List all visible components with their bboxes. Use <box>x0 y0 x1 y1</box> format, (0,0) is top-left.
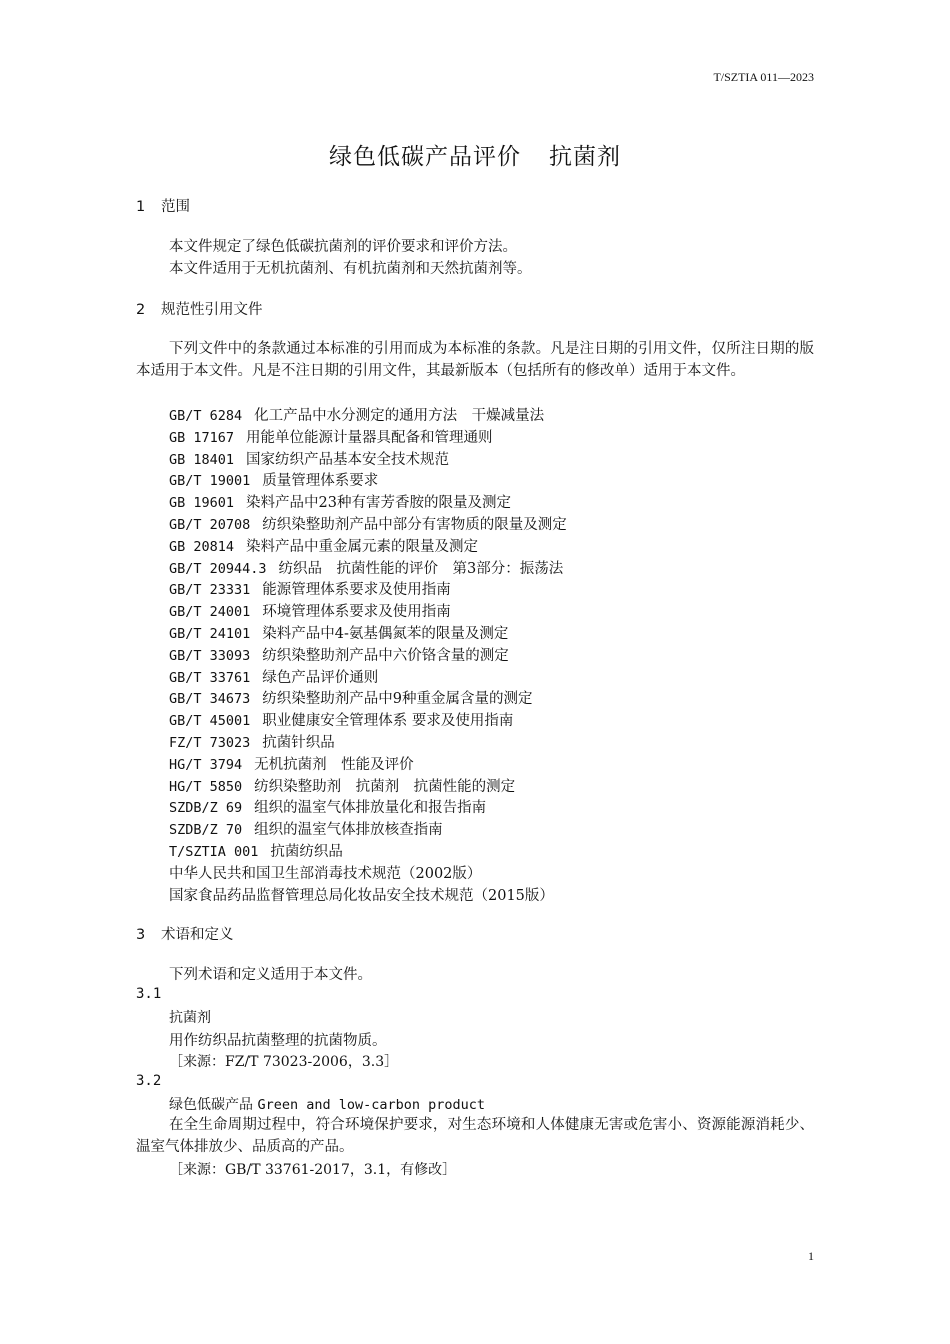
reference-code: GB 19601 <box>169 495 235 512</box>
reference-title: 抗菌纺织品 <box>270 844 343 860</box>
reference-code: GB/T 34673 <box>169 691 251 708</box>
reference-title: 染料产品中23种有害芳香胺的限量及测定 <box>246 495 511 512</box>
term-definition: 用作纺织品抗菌整理的抗菌物质。 <box>169 1033 387 1049</box>
term-name-en: Green and low-carbon product <box>257 1097 486 1113</box>
reference-code: GB 18401 <box>169 451 235 468</box>
reference-item <box>169 578 451 599</box>
section-number: 3 <box>136 927 146 943</box>
section-number: 1 <box>136 199 146 215</box>
reference-title: 质量管理体系要求 <box>262 473 379 490</box>
normative-intro: 下列文件中的条款通过本标准的引用而成为本标准的条款。凡是注日期的引用文件，仅所注日期的版本适用于本文件。凡是不注日期的引用文件，其最新版本（包括所有的修改单）适用于本文件。 <box>136 341 814 379</box>
reference-title: 纺织染整助剂产品中9种重金属含量的测定 <box>262 691 533 708</box>
term-name-cn: 绿色低碳产品 <box>169 1097 253 1113</box>
reference-item <box>169 818 443 839</box>
reference-title: 纺织染整助剂产品中六价铬含量的测定 <box>262 647 509 664</box>
reference-title: 纺织染整助剂产品中部分有害物质的限量及测定 <box>262 517 567 533</box>
reference-code: GB/T 20708 <box>169 517 251 533</box>
scope-paragraph: 本文件适用于无机抗菌剂、有机抗菌剂和天然抗菌剂等。 <box>169 261 532 277</box>
page-title <box>0 138 950 171</box>
reference-item <box>169 687 533 708</box>
section-number: 2 <box>136 302 146 318</box>
reference-code: SZDB/Z 69 <box>169 800 243 817</box>
reference-item <box>169 448 449 469</box>
reference-title: 染料产品中重金属元素的限量及测定 <box>246 538 479 555</box>
reference-code: HG/T 5850 <box>169 778 243 795</box>
reference-code: GB/T 33761 <box>169 669 251 686</box>
reference-item: 国家食品药品监督管理总局化妆品安全技术规范（2015版） <box>169 887 554 904</box>
reference-code: GB/T 6284 <box>169 408 243 424</box>
reference-item <box>169 796 486 817</box>
reference-title: 化工产品中水分测定的通用方法 干燥减量法 <box>254 408 545 424</box>
reference-item <box>169 513 567 534</box>
reference-item <box>169 622 508 643</box>
reference-item <box>169 469 378 490</box>
reference-item <box>169 426 493 447</box>
document-code: T/SZTIA 011—2023 <box>713 70 814 84</box>
reference-code: GB 20814 <box>169 538 235 555</box>
reference-title: 环境管理体系要求及使用指南 <box>262 604 451 621</box>
reference-code: HG/T 3794 <box>169 756 243 773</box>
page-number: 1 <box>808 1249 814 1263</box>
term-source: ［来源：GB/T 33761-2017，3.1，有修改］ <box>169 1162 457 1178</box>
reference-code: GB 17167 <box>169 429 235 446</box>
section-heading-terms <box>136 923 234 944</box>
reference-title: 组织的温室气体排放量化和报告指南 <box>254 800 487 817</box>
reference-code: GB/T 24001 <box>169 604 251 621</box>
reference-title: 染料产品中4-氨基偶氮苯的限量及测定 <box>262 626 509 642</box>
reference-code: T/SZTIA 001 <box>169 844 259 860</box>
reference-title: 职业健康安全管理体系 要求及使用指南 <box>262 713 514 730</box>
term-name: 抗菌剂 <box>169 1010 211 1026</box>
term-definition: 在全生命周期过程中，符合环境保护要求，对生态环境和人体健康无害或危害小、资源能源消耗少、温室气体排放少、品质高的产品。 <box>136 1117 814 1155</box>
reference-code: GB/T 45001 <box>169 713 251 730</box>
reference-item <box>169 666 378 687</box>
reference-item <box>169 709 513 730</box>
reference-item <box>169 644 509 665</box>
term-source: ［来源：FZ/T 73023-2006，3.3］ <box>169 1054 399 1070</box>
section-heading-normative <box>136 298 263 319</box>
title-sub: 抗菌剂 <box>549 144 621 170</box>
section-heading-scope <box>136 195 190 216</box>
section-title: 术语和定义 <box>161 927 234 943</box>
title-main: 绿色低碳产品评价 <box>329 144 521 170</box>
reference-item <box>169 535 478 556</box>
reference-item <box>169 557 563 578</box>
reference-item <box>169 404 544 425</box>
reference-code: GB/T 19001 <box>169 473 251 490</box>
reference-title: 组织的温室气体排放核查指南 <box>254 822 443 839</box>
reference-title: 纺织染整助剂 抗菌剂 抗菌性能的测定 <box>254 778 516 795</box>
section-title: 范围 <box>161 199 190 215</box>
reference-code: GB/T 23331 <box>169 582 251 599</box>
reference-code: FZ/T 73023 <box>169 735 251 751</box>
term-name <box>169 1094 485 1114</box>
reference-item: 中华人民共和国卫生部消毒技术规范（2002版） <box>169 865 482 882</box>
reference-title: 能源管理体系要求及使用指南 <box>262 582 451 599</box>
terms-intro: 下列术语和定义适用于本文件。 <box>169 967 372 983</box>
reference-title: 国家纺织产品基本安全技术规范 <box>246 451 450 468</box>
reference-item <box>169 731 335 752</box>
term-number: 3.1 <box>136 986 162 1002</box>
reference-title: 无机抗菌剂 性能及评价 <box>254 756 414 773</box>
section-title: 规范性引用文件 <box>161 302 263 318</box>
reference-title: 用能单位能源计量器具配备和管理通则 <box>246 429 493 446</box>
reference-title: 绿色产品评价通则 <box>262 669 379 686</box>
reference-item <box>169 491 511 512</box>
reference-code: GB/T 20944.3 <box>169 560 267 577</box>
term-number: 3.2 <box>136 1073 162 1089</box>
reference-title: 纺织品 抗菌性能的评价 第3部分：振荡法 <box>278 560 564 577</box>
reference-title: 抗菌针织品 <box>262 735 335 751</box>
reference-item <box>169 600 451 621</box>
reference-code: GB/T 24101 <box>169 626 251 642</box>
reference-item <box>169 775 515 796</box>
scope-paragraph: 本文件规定了绿色低碳抗菌剂的评价要求和评价方法。 <box>169 239 517 255</box>
reference-item <box>169 840 343 861</box>
reference-code: GB/T 33093 <box>169 647 251 664</box>
reference-code: SZDB/Z 70 <box>169 822 243 839</box>
reference-item <box>169 753 414 774</box>
